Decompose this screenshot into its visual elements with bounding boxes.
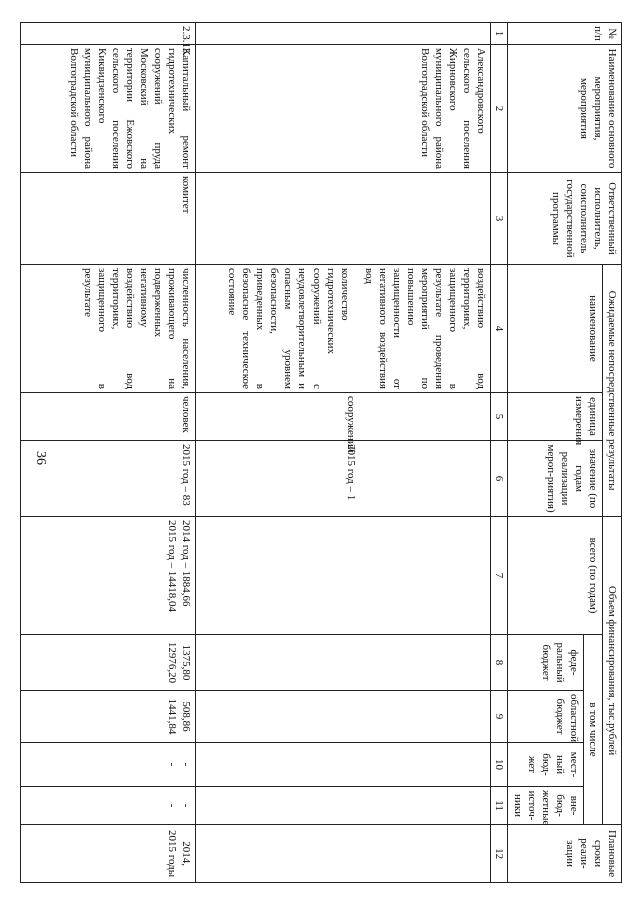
- col-number: 6: [491, 441, 508, 517]
- col-number: 7: [491, 517, 508, 635]
- result-name: [196, 265, 491, 393]
- funding-regional: [196, 691, 491, 743]
- header-value: значение (по годам реализации мероп-риятия): [508, 441, 602, 517]
- funding-local: - -: [21, 743, 196, 787]
- result-name: численность населения, проживающего на подверженных негативному воздействию вод территориях, защищенного в результате: [21, 265, 196, 393]
- activity-name: Александровского сельского поселения Жирновского муниципального района Волгоградской области: [196, 45, 491, 173]
- funding-regional: 508,86 1441,84: [21, 691, 196, 743]
- result-unit: [196, 393, 491, 453]
- col-number: 4: [491, 265, 508, 393]
- col-number: 2: [491, 45, 508, 173]
- program-table-sheet: [40, 22, 622, 882]
- funding-extrabudget: - -: [21, 787, 196, 825]
- result-unit: человек: [21, 393, 196, 441]
- value-text: 2015 год – 1: [345, 444, 358, 501]
- funding-federal: [196, 635, 491, 691]
- period: 2014, 2015 годы: [21, 825, 196, 883]
- funding-total: 2014 год – 1884,66 2015 год – 14418,04: [21, 517, 196, 635]
- header-including: в том числе: [583, 635, 602, 825]
- header-funding-group: Объем финансирования, тыс.рублей: [602, 517, 621, 825]
- result-value: [196, 441, 491, 517]
- header-period: Плановые сроки реали-зации: [508, 825, 622, 883]
- result-text: воздействию вод территориях, защищенного в результате проведения мероприятий по повышению защищенности от негативного воздействия вод: [362, 268, 488, 389]
- result-value: 2015 год – 83: [21, 441, 196, 517]
- col-number: 9: [491, 691, 508, 743]
- header-regional: областной бюджет: [508, 691, 583, 743]
- funding-total: [196, 517, 491, 635]
- activity-name: Капитальный ремонт гидротехнических сооружений пруда Московский на территории Ежовского сельского поселения Киквидзенского муниципального района Волгоградской области: [21, 45, 196, 173]
- header-local: мест-ный бюд-жет: [508, 743, 583, 787]
- row-number: 2.3.13.: [21, 23, 196, 45]
- header-results-group: Ожидаемые непосредственные результаты: [602, 265, 621, 517]
- unit-text: сооружений: [345, 396, 358, 453]
- col-number: 3: [491, 173, 508, 265]
- page-number: 36: [33, 451, 48, 465]
- col-number: 1: [491, 23, 508, 45]
- funding-extrabudget: [196, 787, 491, 825]
- header-activity-name: Наименование основного мероприятия, мероприятия: [508, 45, 622, 173]
- row-number: [196, 23, 491, 45]
- col-number: 11: [491, 787, 508, 825]
- table-row: [196, 23, 491, 883]
- header-total: всего (по годам): [508, 517, 602, 635]
- header-num: № п/п: [508, 23, 622, 45]
- col-number: 5: [491, 393, 508, 441]
- header-unit: единица измерения: [508, 393, 602, 441]
- period: [196, 825, 491, 883]
- result-text: количество гидротехнических сооружений с неудовлетворительным и опасным уровнем безопасности, приведенных в безопасное техническое состояние: [226, 268, 351, 389]
- col-number: 8: [491, 635, 508, 691]
- col-number: 10: [491, 743, 508, 787]
- program-activities-table: [20, 22, 622, 883]
- funding-federal: 1375,80 12976,20: [21, 635, 196, 691]
- header-federal: феде-ральный бюджет: [508, 635, 583, 691]
- header-result-name: наименование: [508, 265, 602, 393]
- table-row: [21, 23, 196, 883]
- header-extrabudget: вне-бюд-жетные источ-ники: [508, 787, 583, 825]
- executor: [196, 173, 491, 265]
- header-executor: Ответственный исполнитель, соисполнитель государственной программы: [508, 173, 622, 265]
- funding-local: [196, 743, 491, 787]
- col-number: 12: [491, 825, 508, 883]
- executor: комитет: [21, 173, 196, 265]
